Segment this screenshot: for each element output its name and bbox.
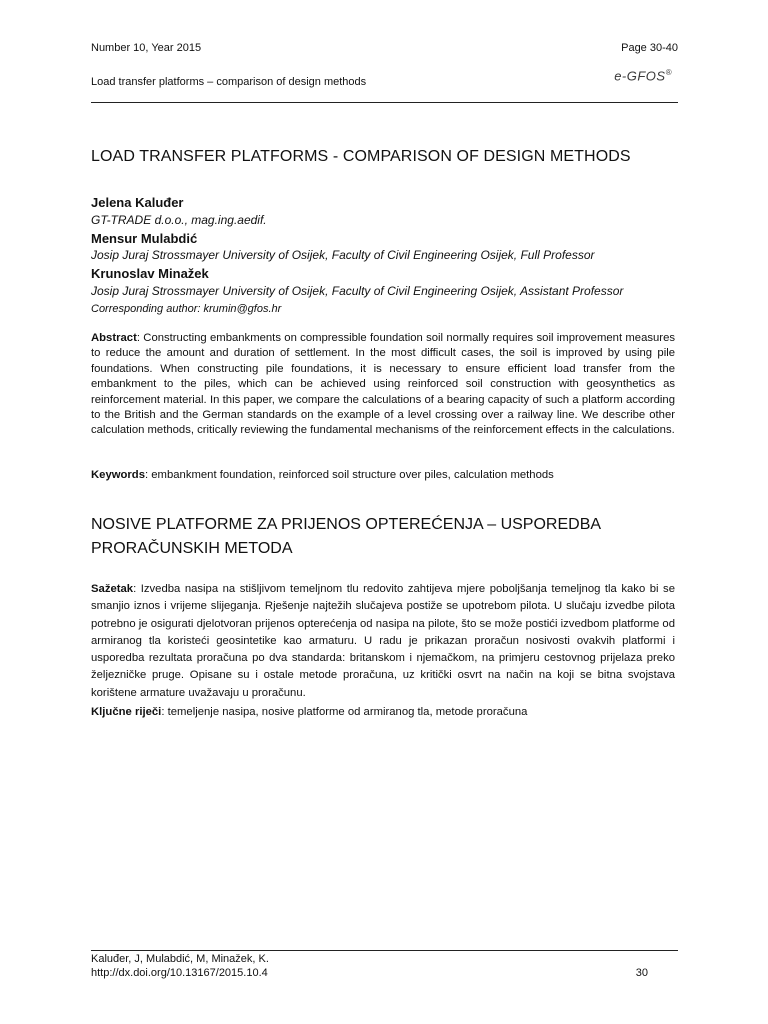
page-number: 30: [635, 967, 648, 979]
doi-link[interactable]: http://dx.doi.org/10.13167/2015.10.4: [91, 967, 268, 979]
author-affiliation: Josip Juraj Strossmayer University of Osijek, Faculty of Civil Engineering Osijek, Assistant Professor: [91, 283, 624, 298]
sazetak-text: : Izvedba nasipa na stišljivom temeljnom tlu redovito zahtijeva mjere poboljšanja temeljnog tla kako bi se smanjio iznos i vrijeme slijeganja. Rješenje najtežih slučajeva postiže se upotrebom pilota. U slučaju izvedbe pilota potrebno je osigurati djelotvoran prijenos opterećenja od nasipa na pilote, što se može postići izvedbom platforme od armiranog tla koristeći geosintetike kao armaturu. U radu je prikazan proračun nosivosti ovakvih platformi i usporedba rezultata proračuna po dva standarda: britanskom i njemačkom, na primjeru cestovnog prijelaza preko željezničke pruge. Opisane su i ostale metode proračuna, uz kritički osvrt na način na koji se bitna svojstava korištene armature uvažavaju u proračunu.: [91, 583, 675, 699]
journal-logo: [614, 68, 672, 83]
kljucne-text: : temeljenje nasipa, nosive platforme od armiranog tla, metode proračuna: [161, 706, 528, 718]
author-affiliation: Josip Juraj Strossmayer University of Osijek, Faculty of Civil Engineering Osijek, Full Professor: [91, 248, 595, 263]
issue-label: Number 10, Year 2015: [91, 42, 202, 54]
page-range: Page 30-40: [621, 42, 678, 54]
corresponding-author: Corresponding author: krumin@gfos.hr: [91, 302, 282, 315]
running-title: Load transfer platforms – comparison of design methods: [91, 76, 367, 88]
sazetak: [91, 581, 675, 702]
paper-title-croatian: NOSIVE PLATFORME ZA PRIJENOS OPTEREĆENJA – USPOREDBA PRORAČUNSKIH METODA: [91, 516, 601, 557]
sazetak-label: Sažetak: [91, 583, 134, 595]
keywords-label: Keywords: [91, 469, 145, 481]
page-footer: [91, 967, 648, 979]
header-rule: [91, 102, 678, 103]
author-name: Jelena Kaluđer: [91, 195, 184, 210]
footer-rule: [91, 950, 678, 951]
author-affiliation: GT-TRADE d.o.o., mag.ing.aedif.: [91, 212, 267, 227]
page-header: [91, 42, 678, 54]
abstract-text: : Constructing embankments on compressible foundation soil normally requires soil improvement measures to reduce the amount and duration of settlement. In the most difficult cases, the soil is improved by using pile foundations. When constructing pile foundations, it is necessary to ensure efficient load transfer from the embankment to the piles, which can be achieved using reinforced soil construction with geosynthetics as reinforcement material. In this paper, we compare the calculations of a bearing capacity of such a platform according to the British and the German standards on the example of a level crossing over a railway line. We describe other calculation methods, critically reviewing the fundamental mechanisms of the reinforcement effects in the calculations.: [91, 332, 675, 437]
logo-mark: ®: [665, 68, 672, 77]
author-name: Krunoslav Minažek: [91, 266, 209, 282]
abstract: [91, 331, 675, 439]
logo-text: e-GFOS: [614, 68, 666, 84]
paper-title: LOAD TRANSFER PLATFORMS - COMPARISON OF DESIGN METHODS: [91, 148, 631, 165]
kljucne-label: Ključne riječi: [91, 706, 162, 718]
author-block: [91, 194, 681, 319]
keywords-text: : embankment foundation, reinforced soil structure over piles, calculation methods: [145, 469, 554, 481]
author-name: Mensur Mulabdić: [91, 230, 198, 246]
footer-citation: Kaluđer, J, Mulabdić, M, Minažek, K.: [91, 953, 269, 965]
abstract-label: Abstract: [91, 332, 137, 344]
keywords: [91, 469, 681, 481]
kljucne-rijeci: [91, 706, 681, 718]
